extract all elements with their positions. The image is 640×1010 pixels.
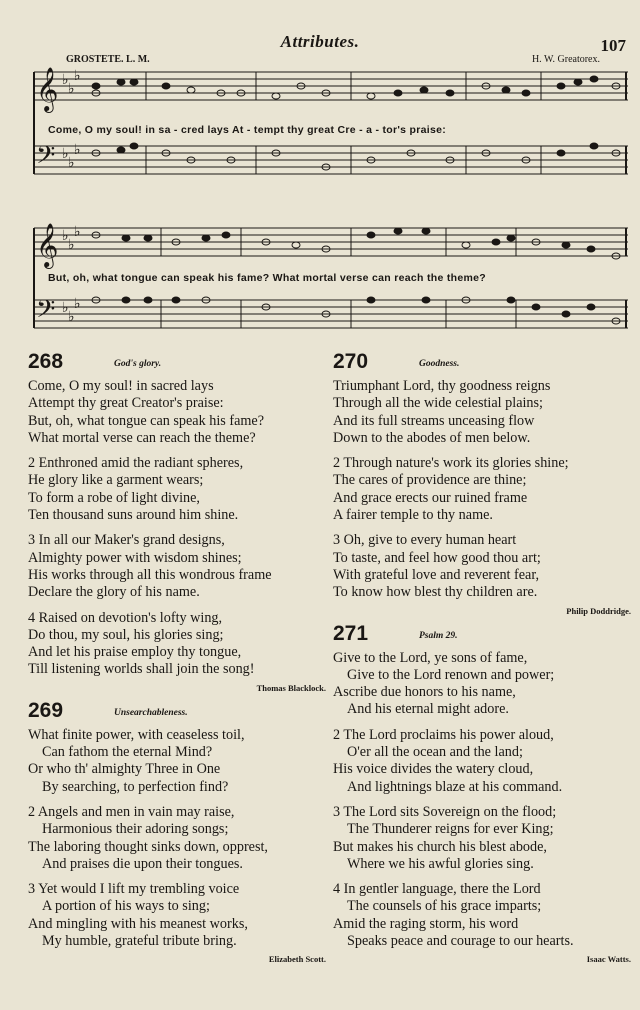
verse-line: His works through all this wondrous frame (28, 566, 272, 583)
stanza (333, 650, 633, 719)
hymn-number: 270 (333, 350, 369, 373)
verse-line: And mingling with his meanest works, (28, 915, 248, 932)
verse-line: The Thunderer reigns for ever King; (347, 821, 554, 838)
stanza (28, 532, 328, 601)
svg-text:♭: ♭ (62, 300, 69, 316)
verse-line: By searching, to perfection find? (42, 778, 229, 795)
svg-text:♭: ♭ (74, 68, 81, 84)
verse-line: Harmonious their adoring songs; (42, 821, 229, 838)
hymn-subject: Goodness. (419, 359, 460, 369)
verse-line: 2 Through nature's work its glories shine; (333, 455, 569, 472)
verse-line: With grateful love and reverent fear, (333, 566, 540, 583)
hymn-author: Philip Doddridge. (566, 605, 631, 616)
verse-line: But makes his church his blest abode, (333, 838, 547, 855)
svg-text:♭: ♭ (74, 296, 81, 312)
stanza (333, 378, 633, 447)
verse-line: 3 The Lord sits Sovereign on the flood; (333, 803, 557, 820)
verse-line: Amid the raging storm, his word (333, 915, 519, 932)
verse-line: Where we his awful glories sing. (347, 855, 534, 872)
verse-line: 4 Raised on devotion's lofty wing, (28, 609, 223, 626)
verse-line: Do thou, my soul, his glories sing; (28, 626, 224, 643)
verse-line: Through all the wide celestial plains; (333, 395, 543, 412)
verse-line: Speaks peace and courage to our hearts. (347, 933, 574, 950)
hymn-number: 268 (28, 350, 64, 373)
treble-clef-icon: 𝄞 (36, 223, 59, 267)
key-signature-flats (62, 68, 81, 171)
verse-line: He glory like a garment wears; (28, 472, 204, 489)
stanza (28, 455, 328, 524)
verse-line: The counsels of his grace imparts; (347, 898, 542, 915)
verse-line: And let his praise employ thy tongue, (28, 644, 242, 661)
hymn-268-header (28, 350, 328, 378)
hymn-subject: Unsearchableness. (114, 707, 188, 718)
verse-line: Triumphant Lord, thy goodness reigns (333, 378, 551, 394)
music-lyrics-line-1: Come, O my soul! in sa - cred lays At - tempt thy great Cre - a - tor's praise: (48, 124, 447, 136)
verse-line: And its full streams unceasing flow (333, 412, 535, 429)
page-number: 107 (600, 36, 626, 55)
right-column (333, 350, 633, 970)
hymn-author: Elizabeth Scott. (268, 954, 326, 965)
verse-line: And praises die upon their tongues. (42, 855, 243, 872)
hymn-subject: Psalm 29. (419, 630, 458, 641)
verse-line: But, oh, what tongue can speak his fame? (28, 412, 264, 429)
svg-text:♭: ♭ (62, 72, 69, 88)
verse-line: Or who th' almighty Three in One (28, 761, 221, 778)
hymn-author: Isaac Watts. (586, 954, 631, 965)
svg-text:♭: ♭ (74, 224, 81, 240)
music-lyrics-line-2: But, oh, what tongue can speak his fame? What mortal verse can reach the theme? (48, 272, 486, 284)
stanza (333, 727, 633, 796)
stanza (333, 455, 633, 524)
verse-line: Ascribe due honors to his name, (333, 684, 516, 701)
verse-line: O'er all the ocean and the land; (347, 744, 523, 761)
stanza (28, 727, 328, 796)
stanza (333, 532, 633, 601)
verse-line: What finite power, with ceaseless toil, (28, 726, 245, 743)
stanza (28, 804, 328, 873)
verse-line: What mortal verse can reach the theme? (28, 429, 256, 446)
verse-line: Give to the Lord, ye sons of fame, (333, 649, 528, 666)
verse-line: 2 Angels and men in vain may raise, (28, 803, 235, 820)
verse-line: 2 Enthroned amid the radiant spheres, (28, 455, 244, 472)
verse-line: Till listening worlds shall join the song! (28, 661, 255, 678)
stanza (333, 881, 633, 950)
hymn-269-header (28, 699, 328, 727)
verse-line: 3 In all our Maker's grand designs, (28, 532, 225, 549)
hymn-number: 269 (28, 698, 64, 722)
bass-clef-icon: 𝄢 (36, 141, 56, 176)
verse-line: To know how blest thy children are. (333, 584, 538, 601)
verse-line: Attempt thy great Creator's praise: (28, 395, 224, 412)
verse-line: And lightnings blaze at his command. (347, 778, 563, 795)
stanza (28, 378, 328, 447)
verse-line: A fairer temple to thy name. (333, 507, 493, 524)
hymn-subject: God's glory. (114, 359, 162, 369)
hymn-author: Thomas Blacklock. (256, 682, 326, 693)
treble-clef-icon: 𝄞 (36, 67, 59, 111)
left-column (28, 350, 328, 970)
verse-line: Almighty power with wisdom shines; (28, 549, 242, 566)
verse-line: And grace erects our ruined frame (333, 489, 528, 506)
stanza (333, 804, 633, 873)
svg-text:♭: ♭ (62, 146, 69, 162)
verse-line: 3 Oh, give to every human heart (333, 532, 517, 549)
bass-clef-icon: 𝄢 (36, 295, 56, 330)
page-header (0, 30, 640, 54)
verse-line: His voice divides the watery cloud, (333, 761, 534, 778)
stanza (28, 610, 328, 679)
hymn-number: 271 (333, 621, 369, 645)
verse-line: Come, O my soul! in sacred lays (28, 378, 214, 394)
verse-line: Down to the abodes of men below. (333, 429, 531, 446)
svg-text:♭: ♭ (68, 309, 75, 325)
verse-line: My humble, grateful tribute bring. (42, 933, 237, 950)
svg-text:♭: ♭ (68, 237, 75, 253)
verse-line: Give to the Lord renown and power; (347, 666, 555, 683)
verse-line: And his eternal might adore. (347, 701, 509, 718)
verse-line: To taste, and feel how good thou art; (333, 549, 541, 566)
verse-line: Declare the glory of his name. (28, 584, 200, 601)
stanza (28, 881, 328, 950)
section-title: Attributes. (280, 32, 360, 51)
svg-text:♭: ♭ (68, 81, 75, 97)
verse-line: 3 Yet would I lift my trembling voice (28, 881, 240, 898)
verse-line: The cares of providence are thine; (333, 472, 527, 489)
tune-name: GROSTETE. L. M. (66, 54, 150, 65)
verse-line: 4 In gentler language, there the Lord (333, 881, 541, 898)
verse-line: 2 The Lord proclaims his power aloud, (333, 726, 554, 743)
composer-name: H. W. Greatorex. (531, 54, 600, 65)
verse-line: The laboring thought sinks down, opprest, (28, 838, 268, 855)
svg-text:♭: ♭ (62, 228, 69, 244)
verse-line: Can fathom the eternal Mind? (42, 744, 213, 761)
hymn-271-header (333, 622, 633, 650)
verse-line: A portion of his ways to sing; (42, 898, 210, 915)
verse-line: To form a robe of light divine, (28, 489, 200, 506)
hymn-270-header (333, 350, 633, 378)
svg-text:♭: ♭ (68, 155, 75, 171)
svg-text:♭: ♭ (74, 142, 81, 158)
verse-line: Ten thousand suns around him shine. (28, 507, 239, 524)
